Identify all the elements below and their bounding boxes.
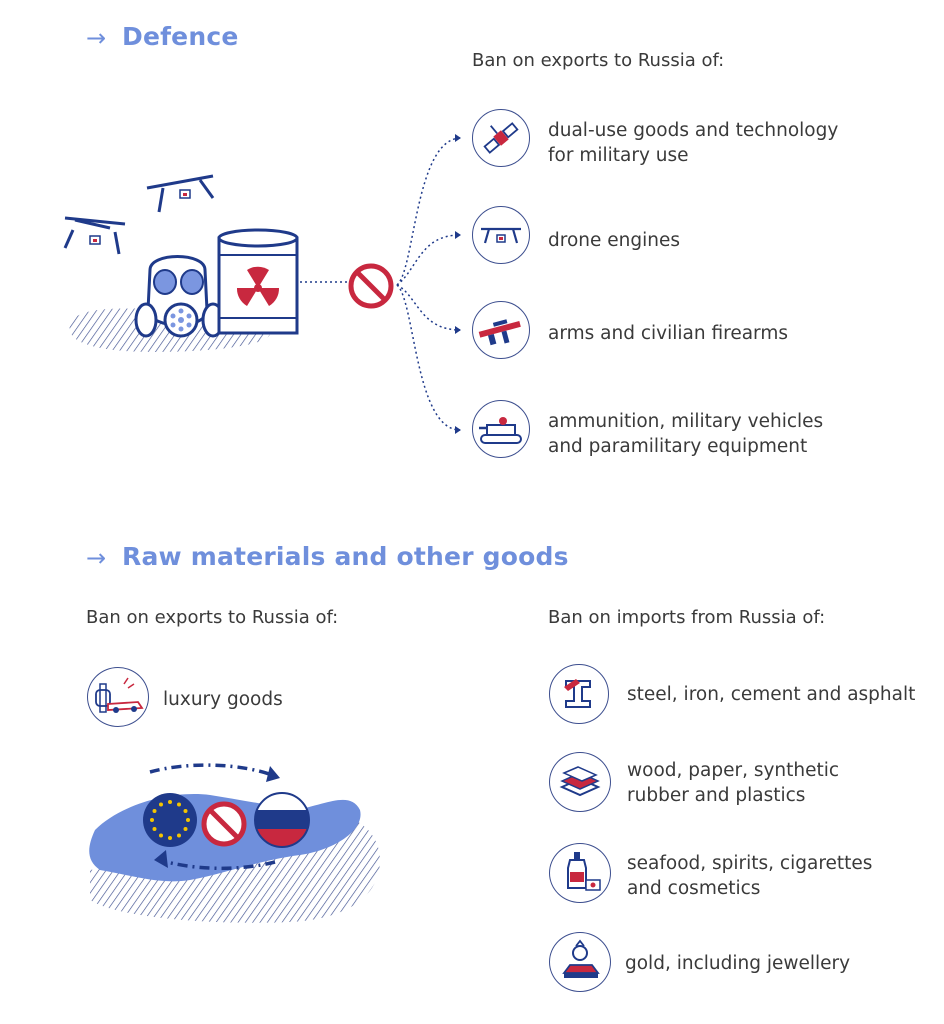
defence-illustration [55, 160, 315, 360]
raw-import-caption: Ban on imports from Russia of: [548, 607, 826, 628]
eu-flag-icon [143, 793, 197, 847]
steel-icon [549, 664, 609, 724]
eu-russia-map-illustration [80, 750, 390, 930]
defence-export-caption: Ban on exports to Russia of: [472, 50, 725, 71]
defence-arrow-icon: → [86, 24, 107, 52]
defence-item-3: arms and civilian firearms [548, 323, 788, 344]
defence-section-title: Defence [122, 22, 239, 51]
defence-item-1: dual-use goods and technology for military use [548, 120, 839, 166]
defence-item-4: ammunition, military vehicles and paramilitary equipment [548, 411, 824, 457]
import-item-1: steel, iron, cement and asphalt [627, 684, 916, 705]
import-item-3: seafood, spirits, cigarettes and cosmetics [627, 853, 873, 899]
radioactive-barrel-icon [219, 230, 297, 333]
prohibition-sign-icon [346, 261, 396, 311]
defence-item-2: drone engines [548, 230, 680, 251]
raw-export-caption: Ban on exports to Russia of: [86, 607, 339, 628]
rifle-icon [472, 301, 530, 359]
prohibition-sign-icon [204, 804, 244, 844]
import-item-4: gold, including jewellery [625, 953, 851, 974]
luxury-goods-label: luxury goods [163, 689, 283, 710]
gas-mask-icon [136, 257, 223, 337]
paper-icon [549, 752, 611, 812]
import-item-2: wood, paper, synthetic rubber and plastics [627, 760, 840, 806]
luxury-icon [87, 667, 149, 727]
raw-section-title: Raw materials and other goods [122, 542, 569, 571]
raw-arrow-icon: → [86, 544, 107, 572]
tank-icon [472, 400, 530, 458]
gold-icon [549, 932, 611, 992]
drone-icon [472, 206, 530, 264]
spirits-icon [549, 843, 611, 903]
satellite-icon [472, 109, 530, 167]
